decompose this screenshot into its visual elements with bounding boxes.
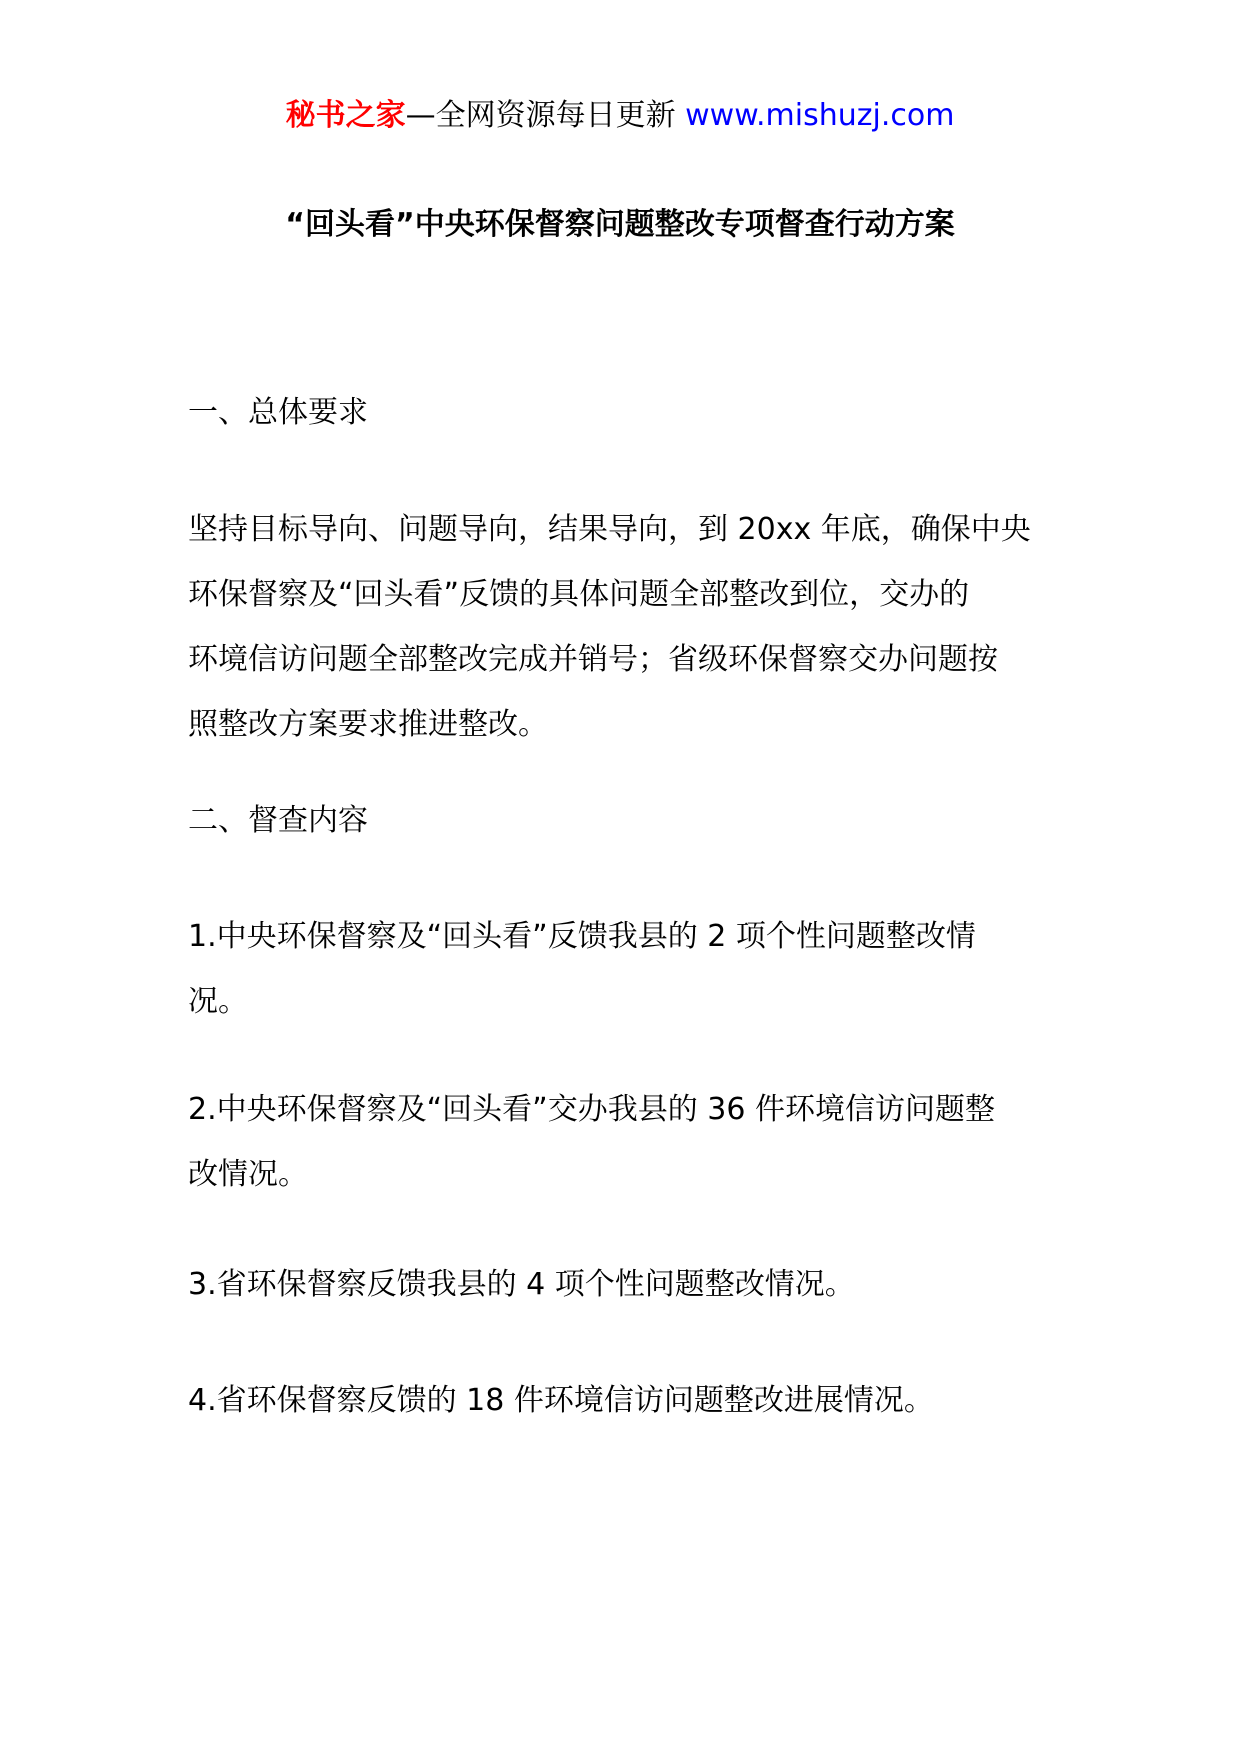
paragraph-overall-requirements [188,497,1068,757]
section-heading-text: 一、总体要求 [188,395,368,430]
paragraph-line: 环保督察及“回头看”反馈的具体问题全部整改到位，交办的 [188,577,970,612]
list-item-line: 4.省环保督察反馈的 18 件环境信访问题整改进展情况。 [188,1383,934,1418]
list-item-4 [188,1368,1068,1433]
list-item-2 [188,1077,1068,1207]
document-title: “回头看”中央环保督察问题整改专项督查行动方案 [285,207,955,242]
list-item-3 [188,1252,1068,1317]
list-item-line: 3.省环保督察反馈我县的 4 项个性问题整改情况。 [188,1267,855,1302]
section-heading-text: 二、督查内容 [188,803,368,838]
site-tagline: —全网资源每日更新 [405,98,686,133]
site-brand: 秘书之家 [285,98,406,133]
list-item-1 [188,904,1068,1034]
list-item-line: 2.中央环保督察及“回头看”交办我县的 36 件环境信访问题整 [188,1092,995,1127]
paragraph-line: 坚持目标导向、问题导向，结果导向，到 20xx 年底，确保中央 [188,512,1031,547]
site-header [0,96,1240,136]
section-heading-overall-requirements [188,380,1068,445]
site-url-link[interactable]: www.mishuzj.com [685,98,955,133]
paragraph-line: 照整改方案要求推进整改。 [188,707,548,742]
list-item-line: 改情况。 [188,1157,308,1192]
list-item-line: 况。 [188,984,248,1019]
list-item-line: 1.中央环保督察及“回头看”反馈我县的 2 项个性问题整改情 [188,919,976,954]
section-heading-inspection-content [188,788,1068,853]
paragraph-line: 环境信访问题全部整改完成并销号；省级环保督察交办问题按 [188,642,998,677]
